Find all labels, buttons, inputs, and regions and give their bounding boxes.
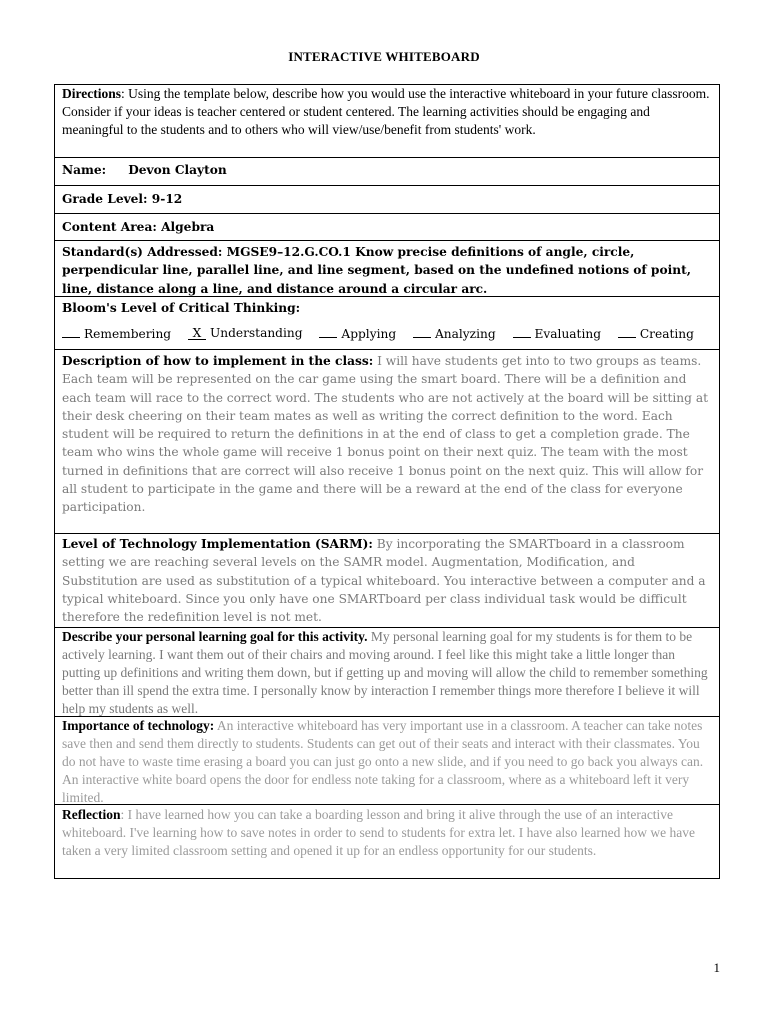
- technology-level-text: By incorporating the SMARTboard in a classroom setting we are reaching several levels on the SAMR model. Augmentation, Modification, and Substitution are used as substitution of a typical whiteboard. You interactive between a computer and a typical whiteboard. Since you only have one SMARTboard per class individual task would be difficult therefore the redefinition level is not met.: [62, 537, 706, 625]
- content-area-label: Content Area: Algebra: [62, 220, 215, 234]
- bloom-label-creating: Creating: [639, 327, 694, 342]
- bloom-label-understanding: Understanding: [209, 326, 303, 341]
- technology-level-row: [55, 534, 719, 628]
- page-number: 1: [713, 960, 720, 975]
- learning-goal-text: My personal learning goal for my students is for them to be actively learning. I want them out of their chairs and moving around. I feel like this might take a little longer than putting up definitions and writing them down, but if getting up and moving will allow the child to remember something better than ill spend the extra time. I personally know by interaction I remember things more therefore I believe it will help my students as well.: [62, 629, 708, 716]
- standards-text: Standard(s) Addressed: MGSE9–12.G.CO.1 Know precise definitions of angle, circle, perpendicular line, parallel line, and line segment, based on the undefined notions of point, line, distance along a line, and distance around a circular arc.: [62, 245, 691, 296]
- bloom-option-evaluating: [513, 326, 602, 341]
- grade-level-row: [55, 186, 719, 214]
- bloom-mark-applying: [319, 326, 337, 338]
- description-label: Description of how to implement in the class:: [62, 354, 374, 368]
- bloom-label-evaluating: Evaluating: [534, 327, 602, 342]
- bloom-label-remembering: Remembering: [84, 327, 172, 342]
- importance-label: Importance of technology:: [62, 718, 215, 733]
- whiteboard-template-table: [54, 84, 720, 879]
- description-row: [55, 350, 719, 534]
- learning-goal-row: [55, 628, 719, 717]
- bloom-label-applying: Applying: [341, 327, 397, 342]
- bloom-label-analyzing: Analyzing: [434, 327, 496, 342]
- content-area-row: [55, 214, 719, 241]
- reflection-text: : I have learned how you can take a boarding lesson and bring it alive through the use of an interactive whiteboard. I've learning how to save notes in order to send to students for extra let. I have also learned how we have taken a very limited classroom setting and opened it up for an endless opportunity for our students.: [62, 807, 695, 858]
- name-value: Devon Clayton: [128, 163, 227, 177]
- learning-goal-label: Describe your personal learning goal for this activity.: [62, 629, 368, 644]
- directions-row: [55, 85, 719, 158]
- blooms-options: [62, 326, 712, 341]
- importance-row: [55, 717, 719, 805]
- bloom-mark-analyzing: [413, 326, 431, 338]
- name-row: [55, 158, 719, 186]
- importance-text: An interactive whiteboard has very important use in a classroom. A teacher can take notes save then and send them directly to students. Students can get out of their seats and interact with their classmates. You do not have to waste time erasing a board you can just go onto a new slide, and if you need to go back you always can. An interactive white board opens the door for endless note taking for a classroom, where as a whiteboard left it very limited.: [62, 718, 704, 805]
- bloom-mark-creating: [618, 326, 636, 338]
- bloom-option-remembering: [62, 326, 171, 341]
- document-title: INTERACTIVE WHITEBOARD: [288, 49, 480, 64]
- bloom-mark-evaluating: [513, 326, 531, 338]
- description-text: I will have students get into to two groups as teams. Each team will be represented on the car game using the smart board. There will be a definition and each team will race to the correct word. The students who are not actively at the board will be sitting at their desk cheering on their team mates as well as writing the correct definition to the word. Each student will be required to return the definitions in at the end of class to get a completion grade. The team who wins the whole game will receive 1 bonus point on their next quiz. The team with the most turned in definitions that are correct will also receive 1 bonus point on the next quiz. This will allow for all student to participate in the game and there will be a reward at the end of the class for everyone participation.: [62, 354, 708, 515]
- blooms-row: [55, 297, 719, 350]
- bloom-mark-remembering: [62, 326, 80, 338]
- standards-row: [55, 241, 719, 297]
- name-label: Name:: [62, 163, 107, 177]
- bloom-option-applying: [319, 326, 396, 341]
- directions-label: Directions: [62, 86, 121, 101]
- technology-level-label: Level of Technology Implementation (SARM):: [62, 537, 373, 551]
- directions-text: : Using the template below, describe how you would use the interactive whiteboard in your future classroom. Consider if your ideas is teacher centered or student centered. The learning activities should be engaging and meaningful to the students and to others who will view/use/benefit from students' work.: [62, 86, 710, 137]
- bloom-option-creating: [618, 326, 694, 341]
- reflection-label: Reflection: [62, 807, 121, 822]
- bloom-option-analyzing: [413, 326, 496, 341]
- reflection-row: [55, 805, 719, 878]
- blooms-label: Bloom's Level of Critical Thinking:: [62, 301, 301, 315]
- bloom-option-understanding: [188, 326, 303, 341]
- bloom-mark-understanding: X: [188, 327, 206, 340]
- grade-level-label: Grade Level: 9-12: [62, 192, 183, 206]
